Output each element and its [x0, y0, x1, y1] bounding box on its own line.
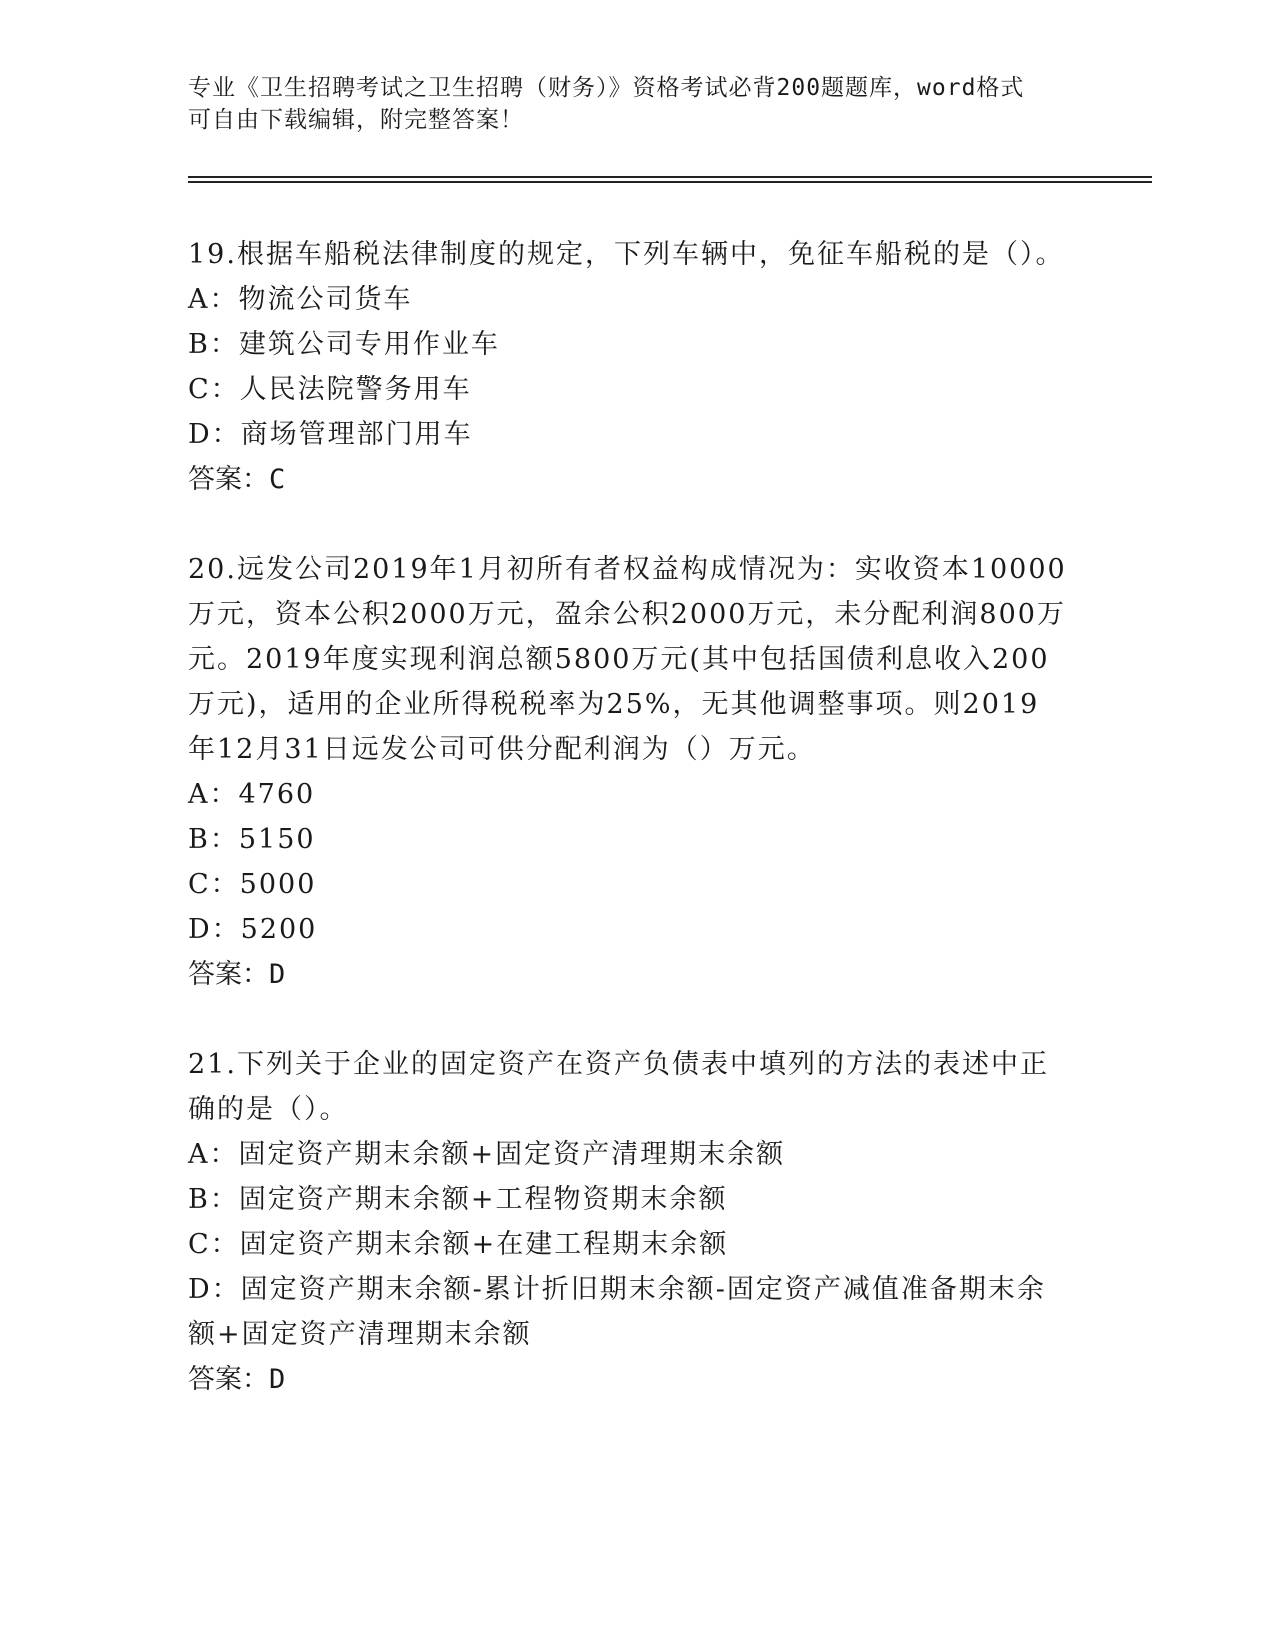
question-20	[188, 547, 1068, 998]
question-text: 19.根据车船税法律制度的规定，下列车辆中，免征车船税的是（）。	[188, 239, 1065, 270]
question-19	[188, 232, 1068, 503]
question-list	[188, 232, 1068, 1447]
option-b: B：建筑公司专用作业车	[188, 329, 500, 360]
option-c: C：人民法院警务用车	[188, 374, 472, 405]
option-a: A：4760	[188, 779, 316, 810]
header-line-2: 可自由下载编辑，附完整答案！	[188, 107, 524, 133]
option-a: A：物流公司货车	[188, 284, 413, 315]
header-divider-bottom	[188, 181, 1152, 183]
option-a: A：固定资产期末余额+固定资产清理期末余额	[188, 1139, 786, 1170]
document-header	[188, 72, 1078, 136]
option-b: B：固定资产期末余额+工程物资期末余额	[188, 1184, 728, 1215]
header-line-1: 专业《卫生招聘考试之卫生招聘（财务）》资格考试必背200题题库，word格式	[188, 75, 1025, 101]
question-text: 21.下列关于企业的固定资产在资产负债表中填列的方法的表述中正确的是（）。	[188, 1049, 1049, 1125]
option-b: B：5150	[188, 824, 316, 855]
option-c: C：5000	[188, 869, 317, 900]
answer: 答案：C	[188, 464, 286, 495]
option-d: D：5200	[188, 914, 318, 945]
option-d: D：商场管理部门用车	[188, 419, 473, 450]
option-c: C：固定资产期末余额+在建工程期末余额	[188, 1229, 729, 1260]
option-d: D：固定资产期末余额-累计折旧期末余额-固定资产减值准备期末余额+固定资产清理期末余额	[188, 1274, 1046, 1350]
answer: 答案：D	[188, 1364, 286, 1395]
question-21	[188, 1042, 1068, 1403]
header-divider-top	[188, 176, 1152, 178]
question-text: 20.远发公司2019年1月初所有者权益构成情况为：实收资本10000万元，资本公积2000万元，盈余公积2000万元，未分配利润800万元。2019年度实现利润总额5800万元(其中包括国债利息收入200万元)，适用的企业所得税税率为25%，无其他调整事项。则2019年12月31日远发公司可供分配利润为（）万元。	[188, 554, 1067, 765]
answer: 答案：D	[188, 959, 286, 990]
